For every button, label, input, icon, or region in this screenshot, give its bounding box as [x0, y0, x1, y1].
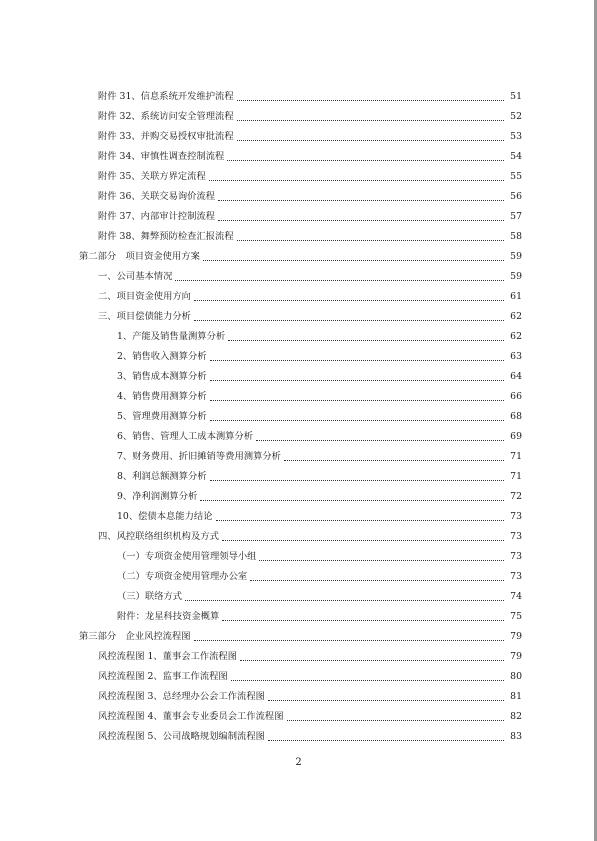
toc-entry-label: （一）专项资金使用管理领导小组 [117, 551, 257, 562]
toc-entry[interactable] [117, 547, 522, 563]
toc-entry-page: 59 [510, 251, 522, 262]
toc-entry-page: 71 [510, 471, 522, 482]
toc-entry-label: 风控流程图 5、公司战略规划编制流程图 [98, 731, 265, 742]
toc-entry-page: 73 [510, 551, 522, 562]
toc-entry-label: 附件 33、并购交易授权审批流程 [98, 131, 234, 142]
toc-entry-page: 79 [510, 651, 522, 662]
toc-entry[interactable] [117, 347, 522, 363]
dot-leader [259, 549, 504, 561]
toc-entry-page: 74 [510, 591, 522, 602]
toc-entry[interactable] [98, 227, 522, 243]
dot-leader [222, 529, 504, 541]
toc-entry-page: 69 [510, 431, 522, 442]
toc-entry[interactable] [117, 367, 522, 383]
toc-entry[interactable] [117, 407, 522, 423]
toc-entry[interactable] [117, 387, 522, 403]
toc-entry-page: 62 [510, 311, 522, 322]
toc-entry-page: 80 [510, 671, 522, 682]
toc-entry[interactable] [117, 587, 522, 603]
toc-entry-label: 风控流程图 2、监事工作流程图 [98, 671, 228, 682]
dot-leader [268, 729, 504, 741]
toc-entry-label: 附件 36、关联交易询价流程 [98, 191, 216, 202]
dot-leader [222, 609, 504, 621]
toc-entry[interactable] [98, 267, 522, 283]
toc-entry-label: 第三部分 企业风控流程图 [79, 631, 191, 642]
dot-leader [284, 449, 504, 461]
dot-leader [218, 189, 504, 201]
toc-entry-page: 52 [510, 111, 522, 122]
toc-entry[interactable] [117, 447, 522, 463]
dot-leader [237, 229, 504, 241]
toc-entry[interactable] [98, 207, 522, 223]
toc-entry[interactable] [117, 427, 522, 443]
toc-entry-page: 64 [510, 371, 522, 382]
toc-entry[interactable] [98, 187, 522, 203]
toc-entry-label: （二）专项资金使用管理办公室 [117, 571, 248, 582]
toc-entry-label: 附件 34、审慎性调查控制流程 [98, 151, 225, 162]
toc-entry-label: 9、净利润测算分析 [117, 491, 198, 502]
dot-leader [231, 669, 504, 681]
toc-entry[interactable] [98, 287, 522, 303]
toc-entry[interactable] [98, 307, 522, 323]
toc-entry[interactable] [117, 507, 522, 523]
toc-entry[interactable] [98, 667, 522, 683]
toc-entry-page: 73 [510, 511, 522, 522]
toc-entry-page: 58 [510, 231, 522, 242]
toc-entry-label: 附件 38、舞弊预防检查汇报流程 [98, 231, 234, 242]
toc-entry-label: 附件 32、系统访问安全管理流程 [98, 111, 234, 122]
toc-entry[interactable] [98, 147, 522, 163]
dot-leader [209, 169, 504, 181]
toc-entry-page: 51 [510, 91, 522, 102]
toc-entry-page: 71 [510, 451, 522, 462]
toc-entry-page: 55 [510, 171, 522, 182]
toc-entry-page: 59 [510, 271, 522, 282]
toc-entry-label: 6、销售、管理人工成本测算分析 [117, 431, 254, 442]
dot-leader [256, 429, 504, 441]
toc-entry[interactable] [117, 607, 522, 623]
dot-leader [237, 109, 504, 121]
dot-leader [210, 469, 504, 481]
toc-entry-label: 风控流程图 3、总经理办公会工作流程图 [98, 691, 265, 702]
toc-entry-label: 三、项目偿债能力分析 [98, 311, 191, 322]
dot-leader [210, 389, 504, 401]
toc-entry-page: 73 [510, 571, 522, 582]
toc-entry-label: 7、财务费用、折旧摊销等费用测算分析 [117, 451, 281, 462]
toc-entry-label: 10、偿债本息能力结论 [117, 511, 213, 522]
dot-leader [268, 689, 504, 701]
toc-entry-page: 81 [510, 691, 522, 702]
dot-leader [227, 149, 504, 161]
toc-entry[interactable] [98, 127, 522, 143]
dot-leader [287, 709, 504, 721]
toc-section-heading[interactable] [79, 627, 522, 643]
toc-entry-label: 3、销售成本测算分析 [117, 371, 207, 382]
toc-entry-page: 62 [510, 331, 522, 342]
toc-entry-page: 66 [510, 391, 522, 402]
toc-entry[interactable] [98, 707, 522, 723]
toc-entry[interactable] [98, 107, 522, 123]
dot-leader [194, 629, 504, 641]
toc-entry-label: 4、销售费用测算分析 [117, 391, 207, 402]
toc-entry-label: 二、项目资金使用方向 [98, 291, 191, 302]
toc-entry-page: 75 [510, 611, 522, 622]
toc-entry-page: 61 [510, 291, 522, 302]
toc-entry[interactable] [117, 567, 522, 583]
toc-entry[interactable] [98, 87, 522, 103]
toc-entry-page: 57 [510, 211, 522, 222]
toc-entry-label: 第二部分 项目资金使用方案 [79, 251, 200, 262]
dot-leader [237, 129, 504, 141]
toc-entry-label: 5、管理费用测算分析 [117, 411, 207, 422]
dot-leader [240, 649, 504, 661]
toc-entry-page: 54 [510, 151, 522, 162]
toc-entry-label: 附件 31、信息系统开发维护流程 [98, 91, 234, 102]
dot-leader [228, 329, 504, 341]
toc-entry-label: 一、公司基本情况 [98, 271, 173, 282]
dot-leader [200, 489, 504, 501]
dot-leader [210, 369, 504, 381]
toc-entry-page: 82 [510, 711, 522, 722]
dot-leader [216, 509, 504, 521]
dot-leader [237, 89, 504, 101]
dot-leader [203, 249, 504, 261]
dot-leader [210, 349, 504, 361]
toc-entry-page: 83 [510, 731, 522, 742]
toc-entry[interactable] [98, 687, 522, 703]
toc-entry[interactable] [98, 647, 522, 663]
dot-leader [194, 309, 504, 321]
toc-entry-label: 附件：龙星科技资金概算 [117, 611, 220, 622]
toc-entry-label: 风控流程图 1、董事会工作流程图 [98, 651, 238, 662]
toc-entry-page: 53 [510, 131, 522, 142]
dot-leader [185, 589, 504, 601]
toc-entry-page: 56 [510, 191, 522, 202]
toc-entry-label: 附件 35、关联方界定流程 [98, 171, 206, 182]
toc-entry-label: 2、销售收入测算分析 [117, 351, 207, 362]
toc-entry[interactable] [117, 327, 522, 343]
toc-entry-page: 73 [510, 531, 522, 542]
dot-leader [194, 289, 504, 301]
toc-entry[interactable] [98, 527, 522, 543]
toc-entry-label: 风控流程图 4、董事会专业委员会工作流程图 [98, 711, 284, 722]
toc-entry-page: 63 [510, 351, 522, 362]
dot-leader [218, 209, 504, 221]
toc-entry-label: 附件 37、内部审计控制流程 [98, 211, 216, 222]
dot-leader [175, 269, 504, 281]
toc-entry-page: 79 [510, 631, 522, 642]
toc-entry[interactable] [117, 487, 522, 503]
toc-section-heading[interactable] [79, 247, 522, 263]
toc-entry-label: 8、利润总额测算分析 [117, 471, 207, 482]
toc-entry[interactable] [117, 467, 522, 483]
toc-entry-label: 1、产能及销售量测算分析 [117, 331, 226, 342]
toc-entry-label: （三）联络方式 [117, 591, 183, 602]
dot-leader [250, 569, 504, 581]
page-number: 2 [295, 757, 302, 768]
dot-leader [210, 409, 504, 421]
toc-entry-page: 72 [510, 491, 522, 502]
toc-entry-page: 68 [510, 411, 522, 422]
toc-entry-label: 四、风控联络组织机构及方式 [98, 531, 219, 542]
toc-entry[interactable] [98, 727, 522, 743]
toc-entry[interactable] [98, 167, 522, 183]
